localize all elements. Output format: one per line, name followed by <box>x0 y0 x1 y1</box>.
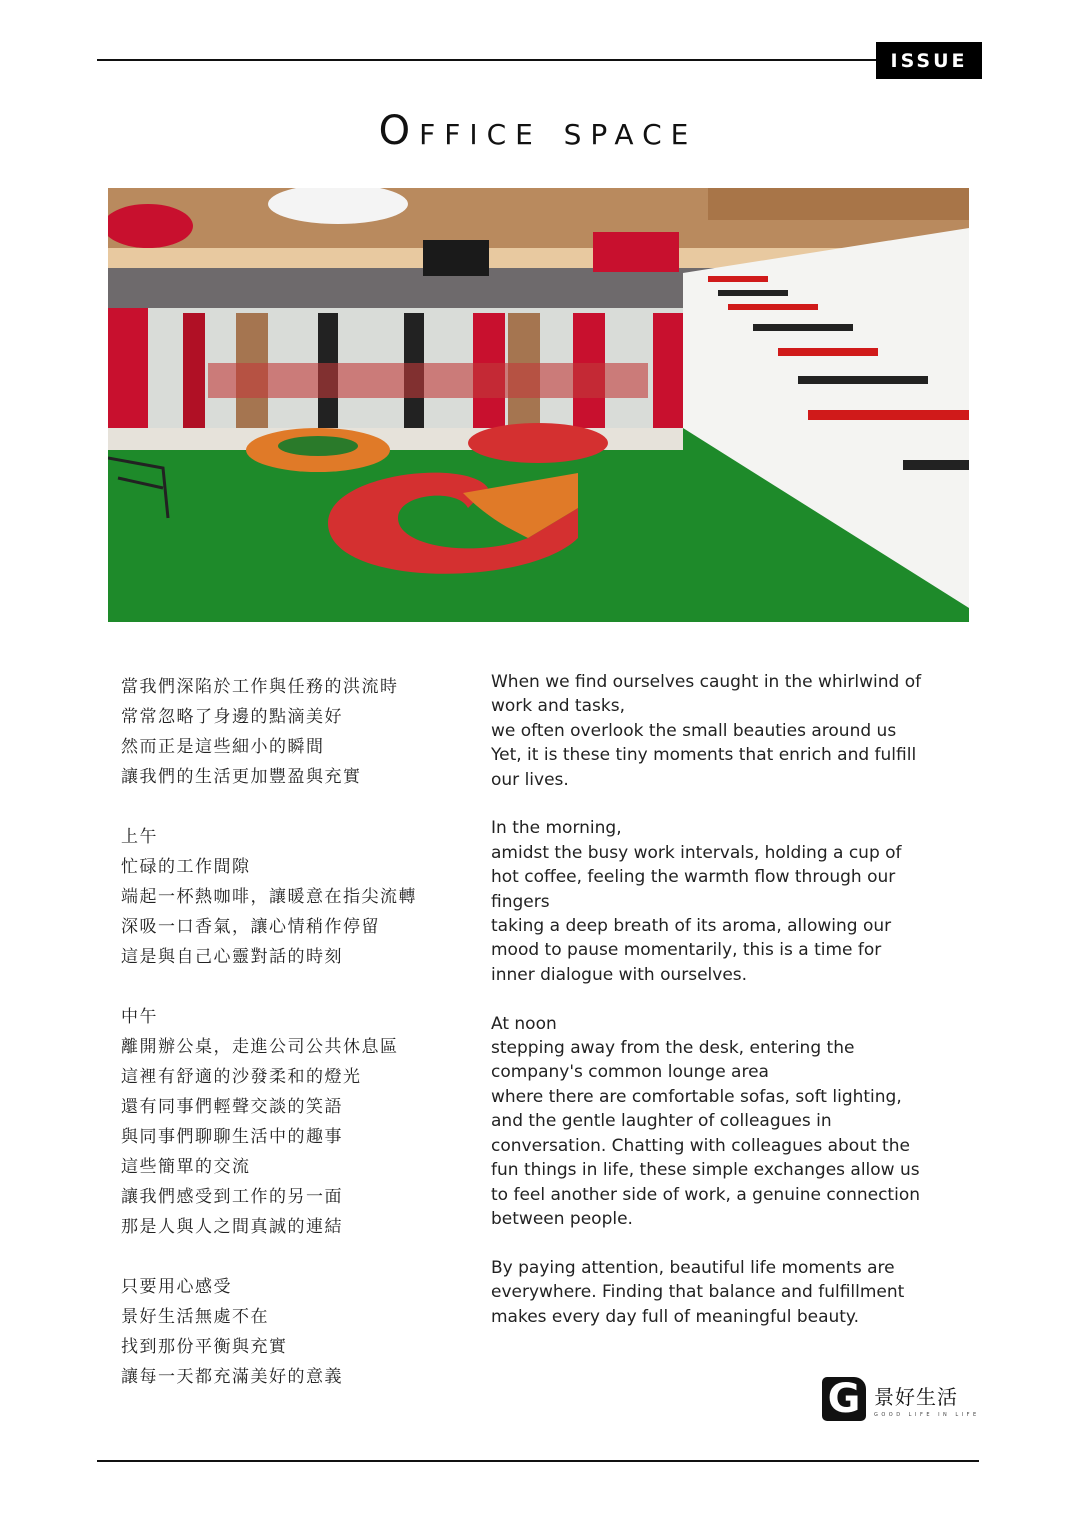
chinese-text-line: 忙碌的工作間隙 <box>121 857 251 877</box>
english-text-line: By paying attention, beautiful life moments are <box>491 1257 895 1278</box>
paragraph-gap <box>491 792 971 816</box>
chinese-text-line: 找到那份平衡與充實 <box>121 1337 288 1357</box>
english-text-line: hot coffee, feeling the warmth flow through our <box>491 867 896 888</box>
brand-logo <box>822 1374 980 1424</box>
logo-g-icon: G <box>822 1377 866 1421</box>
english-text-line: everywhere. Finding that balance and fulfillment <box>491 1282 905 1303</box>
bottom-rule <box>97 1460 979 1462</box>
english-text-line: between people. <box>491 1208 633 1229</box>
chinese-text-line: 中午 <box>121 1007 158 1027</box>
english-text-line: When we find ourselves caught in the whirlwind of <box>491 672 922 692</box>
chinese-text-line: 那是人與人之間真誠的連結 <box>121 1217 343 1237</box>
chinese-text-line: 只要用心感受 <box>121 1277 232 1297</box>
english-text-line: taking a deep breath of its aroma, allowing our <box>491 916 892 937</box>
english-text-line: In the morning, <box>491 818 622 839</box>
chinese-text-line: 離開辦公桌，走進公司公共休息區 <box>121 1037 399 1057</box>
english-text-line: work and tasks, <box>491 696 625 717</box>
chinese-text-line: 這是與自己心靈對話的時刻 <box>121 947 343 967</box>
chinese-text-line: 讓我們感受到工作的另一面 <box>121 1187 343 1207</box>
english-text-line: we often overlook the small beauties around us <box>491 720 897 741</box>
logo-name: 景好生活 <box>874 1384 958 1409</box>
english-text-line: amidst the busy work intervals, holding a cup of <box>491 842 902 863</box>
chinese-text-line: 常常忽略了身邊的點滴美好 <box>121 707 343 727</box>
chinese-text-line: 上午 <box>121 827 158 847</box>
chinese-text-line: 讓我們的生活更加豐盈與充實 <box>121 767 362 787</box>
paragraph-gap <box>491 987 971 1011</box>
chinese-text-line: 讓每一天都充滿美好的意義 <box>121 1367 343 1387</box>
english-text-line: fingers <box>491 891 550 912</box>
english-text-line: to feel another side of work, a genuine connection <box>491 1184 921 1205</box>
english-text-column <box>491 670 971 1329</box>
english-text-line: conversation. Chatting with colleagues about the <box>491 1135 910 1156</box>
chinese-text-line: 這裡有舒適的沙發柔和的燈光 <box>121 1067 362 1087</box>
chinese-text-line: 與同事們聊聊生活中的趣事 <box>121 1127 343 1147</box>
chinese-text-column <box>121 672 461 1392</box>
paragraph-gap <box>121 972 461 1002</box>
english-text-line: fun things in life, these simple exchanges allow us <box>491 1160 920 1181</box>
chinese-text-line: 景好生活無處不在 <box>121 1307 269 1327</box>
office-lounge-photo <box>108 188 969 622</box>
chinese-text-line: 還有同事們輕聲交談的笑語 <box>121 1097 343 1117</box>
chinese-text-line: 端起一杯熱咖啡，讓暖意在指尖流轉 <box>121 887 417 907</box>
english-text-line: Yet, it is these tiny moments that enrich and fulfill <box>491 745 917 766</box>
english-text-line: makes every day full of meaningful beauty. <box>491 1306 859 1327</box>
english-text-line: our lives. <box>491 769 569 790</box>
logo-tagline: GOOD LIFE IN LIFE <box>874 1411 980 1418</box>
page-title: Office space <box>378 108 698 154</box>
english-text-line: At noon <box>491 1013 557 1034</box>
english-text-line: inner dialogue with ourselves. <box>491 964 748 985</box>
english-text-line: mood to pause momentarily, this is a time for <box>491 940 882 961</box>
paragraph-gap <box>121 792 461 822</box>
english-text-line: company's common lounge area <box>491 1062 769 1083</box>
top-rule <box>97 59 879 61</box>
issue-badge: ISSUE <box>876 42 982 79</box>
chinese-text-line: 這些簡單的交流 <box>121 1157 251 1177</box>
chinese-text-line: 當我們深陷於工作與任務的洪流時 <box>121 677 399 697</box>
english-text-line: stepping away from the desk, entering the <box>491 1038 855 1059</box>
english-text-line: where there are comfortable sofas, soft lighting, <box>491 1086 902 1107</box>
chinese-text-line: 深吸一口香氣，讓心情稍作停留 <box>121 917 380 937</box>
paragraph-gap <box>491 1231 971 1255</box>
paragraph-gap <box>121 1242 461 1272</box>
chinese-text-line: 然而正是這些細小的瞬間 <box>121 737 325 757</box>
english-text-line: and the gentle laughter of colleagues in <box>491 1111 832 1132</box>
